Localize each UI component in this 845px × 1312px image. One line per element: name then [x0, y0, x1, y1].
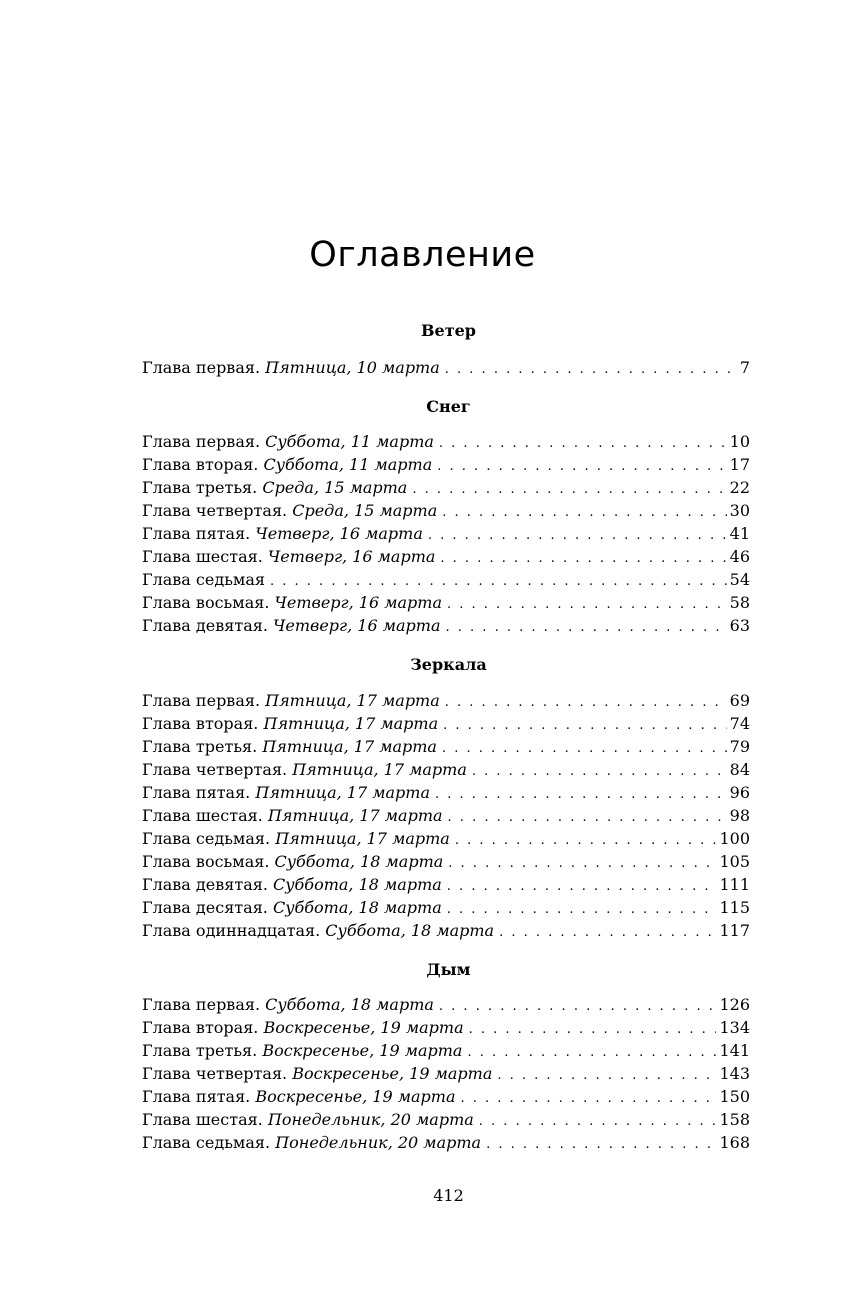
page-ref: 54: [729, 570, 750, 589]
page-ref: 79: [729, 737, 750, 756]
chapter-label: Глава пятая. Четверг, 16 марта: [142, 524, 423, 543]
page-ref: 100: [719, 829, 750, 848]
toc-entry[interactable]: [142, 804, 750, 827]
toc-entry[interactable]: [142, 1085, 750, 1108]
chapter-date: Пятница, 17 марта: [263, 714, 439, 733]
dot-leader: [435, 783, 727, 806]
chapter-date: Пятница, 17 марта: [255, 783, 430, 802]
page-ref: 105: [719, 852, 750, 871]
page-ref: 41: [729, 524, 750, 543]
page-ref: 7: [739, 358, 750, 377]
dot-leader: [445, 691, 727, 714]
page-ref: 10: [729, 432, 750, 451]
section-heading-sneg: Снег: [426, 397, 471, 416]
chapter-date: Пятница, 17 марта: [292, 760, 467, 779]
toc-entry[interactable]: [142, 735, 750, 758]
chapter-label: Глава первая. Пятница, 10 марта: [142, 358, 440, 377]
toc-entry[interactable]: [142, 591, 750, 614]
toc-list-zerkala: [142, 689, 750, 942]
chapter-date: Суббота, 18 марта: [272, 898, 442, 917]
toc-entry[interactable]: [142, 522, 750, 545]
chapter-label: Глава седьмая: [142, 570, 265, 589]
chapter-label: Глава третья. Пятница, 17 марта: [142, 737, 437, 756]
toc-entry[interactable]: [142, 499, 750, 522]
dot-leader: [447, 898, 717, 921]
toc-entry[interactable]: [142, 430, 750, 453]
dot-leader: [486, 1133, 716, 1156]
dot-leader: [447, 875, 717, 898]
chapter-label: Глава вторая. Суббота, 11 марта: [142, 455, 433, 474]
dot-leader: [428, 524, 727, 547]
page-ref: 46: [729, 547, 750, 566]
chapter-date: Четверг, 16 марта: [273, 616, 441, 635]
chapter-label: Глава первая. Пятница, 17 марта: [142, 691, 440, 710]
section-heading-zerkala: Зеркала: [410, 655, 487, 674]
toc-entry[interactable]: [142, 781, 750, 804]
toc-entry[interactable]: [142, 614, 750, 637]
toc-entry[interactable]: [142, 993, 750, 1016]
page-ref: 96: [729, 783, 750, 802]
dot-leader: [443, 714, 727, 737]
page-ref: 17: [729, 455, 750, 474]
toc-list-veter: [142, 356, 750, 379]
toc-entry[interactable]: [142, 919, 750, 942]
toc-entry[interactable]: [142, 758, 750, 781]
page-ref: 126: [719, 995, 750, 1014]
toc-entry[interactable]: [142, 850, 750, 873]
chapter-label: Глава первая. Суббота, 11 марта: [142, 432, 434, 451]
chapter-label: Глава пятая. Пятница, 17 марта: [142, 783, 430, 802]
chapter-label: Глава четвертая. Воскресенье, 19 марта: [142, 1064, 493, 1083]
dot-leader: [497, 1064, 716, 1087]
chapter-date: Понедельник, 20 марта: [275, 1133, 482, 1152]
chapter-date: Пятница, 10 марта: [265, 358, 440, 377]
dot-leader: [448, 806, 727, 829]
chapter-label: Глава одиннадцатая. Суббота, 18 марта: [142, 921, 495, 940]
page-ref: 115: [719, 898, 750, 917]
chapter-label: Глава седьмая. Пятница, 17 марта: [142, 829, 450, 848]
page-ref: 141: [719, 1041, 750, 1060]
chapter-label: Глава шестая. Понедельник, 20 марта: [142, 1110, 474, 1129]
chapter-label: Глава пятая. Воскресенье, 19 марта: [142, 1087, 456, 1106]
chapter-label: Глава третья. Воскресенье, 19 марта: [142, 1041, 463, 1060]
dot-leader: [467, 1041, 716, 1064]
page-ref: 30: [729, 501, 750, 520]
page-ref: 84: [729, 760, 750, 779]
chapter-label: Глава седьмая. Понедельник, 20 марта: [142, 1133, 482, 1152]
chapter-date: Четверг, 16 марта: [267, 547, 436, 566]
chapter-date: Среда, 15 марта: [262, 478, 408, 497]
toc-list-sneg: [142, 430, 750, 637]
dot-leader: [447, 593, 727, 616]
dot-leader: [446, 616, 727, 639]
chapter-label: Глава шестая. Пятница, 17 марта: [142, 806, 443, 825]
chapter-date: Среда, 15 марта: [292, 501, 438, 520]
chapter-date: Суббота, 18 марта: [273, 875, 442, 894]
toc-entry[interactable]: [142, 453, 750, 476]
page-ref: 111: [719, 875, 750, 894]
page-ref: 134: [719, 1018, 750, 1037]
chapter-date: Суббота, 18 марта: [325, 921, 495, 940]
chapter-date: Понедельник, 20 марта: [267, 1110, 474, 1129]
page-ref: 150: [719, 1087, 750, 1106]
chapter-date: Пятница, 17 марта: [275, 829, 450, 848]
chapter-label: Глава вторая. Воскресенье, 19 марта: [142, 1018, 464, 1037]
chapter-date: Воскресенье, 19 марта: [292, 1064, 493, 1083]
dot-leader: [270, 570, 727, 593]
page-ref: 98: [729, 806, 750, 825]
chapter-date: Воскресенье, 19 марта: [262, 1041, 463, 1060]
toc-list-dym: [142, 993, 750, 1154]
chapter-label: Глава десятая. Суббота, 18 марта: [142, 898, 442, 917]
page-ref: 74: [729, 714, 750, 733]
chapter-date: Суббота, 11 марта: [263, 455, 433, 474]
dot-leader: [412, 478, 726, 501]
chapter-label: Глава девятая. Суббота, 18 марта: [142, 875, 442, 894]
toc-entry[interactable]: [142, 873, 750, 896]
toc-entry[interactable]: [142, 712, 750, 735]
dot-leader: [455, 829, 717, 852]
page-ref: 117: [719, 921, 750, 940]
toc-entry[interactable]: [142, 1108, 750, 1131]
dot-leader: [499, 921, 716, 944]
page-ref: 158: [719, 1110, 750, 1129]
chapter-label: Глава четвертая. Пятница, 17 марта: [142, 760, 467, 779]
chapter-date: Пятница, 17 марта: [262, 737, 437, 756]
page-ref: 63: [729, 616, 750, 635]
chapter-date: Четверг, 16 марта: [255, 524, 423, 543]
toc-entry[interactable]: [142, 896, 750, 919]
dot-leader: [461, 1087, 717, 1110]
chapter-date: Пятница, 17 марта: [267, 806, 443, 825]
toc-entry[interactable]: [142, 689, 750, 712]
dot-leader: [442, 501, 726, 524]
page-ref: 168: [719, 1133, 750, 1152]
chapter-date: Воскресенье, 19 марта: [263, 1018, 464, 1037]
section-heading-dym: Дым: [426, 960, 471, 979]
dot-leader: [472, 760, 727, 783]
chapter-label: Глава восьмая. Суббота, 18 марта: [142, 852, 444, 871]
chapter-label: Глава восьмая. Четверг, 16 марта: [142, 593, 442, 612]
chapter-date: Суббота, 11 марта: [265, 432, 434, 451]
chapter-label: Глава третья. Среда, 15 марта: [142, 478, 408, 497]
toc-entry[interactable]: [142, 545, 750, 568]
chapter-date: Воскресенье, 19 марта: [255, 1087, 456, 1106]
toc-entry[interactable]: [142, 1131, 750, 1154]
chapter-label: Глава первая. Суббота, 18 марта: [142, 995, 434, 1014]
dot-leader: [469, 1018, 717, 1041]
page-ref: 143: [719, 1064, 750, 1083]
dot-leader: [440, 547, 726, 570]
page-title: Оглавление: [309, 235, 536, 275]
section-heading-veter: Ветер: [421, 321, 476, 340]
chapter-date: Суббота, 18 марта: [274, 852, 444, 871]
page-ref: 58: [729, 593, 750, 612]
dot-leader: [437, 455, 726, 478]
dot-leader: [442, 737, 727, 760]
toc-entry[interactable]: [142, 1062, 750, 1085]
toc-entry[interactable]: [142, 356, 750, 379]
chapter-date: Суббота, 18 марта: [265, 995, 434, 1014]
dot-leader: [448, 852, 716, 875]
chapter-label: Глава шестая. Четверг, 16 марта: [142, 547, 436, 566]
toc-entry[interactable]: [142, 476, 750, 499]
page-number: 412: [433, 1186, 464, 1205]
chapter-date: Четверг, 16 марта: [274, 593, 442, 612]
chapter-label: Глава девятая. Четверг, 16 марта: [142, 616, 441, 635]
chapter-date: Пятница, 17 марта: [265, 691, 440, 710]
toc-entry[interactable]: [142, 1039, 750, 1062]
page-ref: 69: [729, 691, 750, 710]
toc-entry[interactable]: [142, 827, 750, 850]
dot-leader: [445, 358, 737, 381]
dot-leader: [439, 432, 727, 455]
page-ref: 22: [729, 478, 750, 497]
dot-leader: [439, 995, 717, 1018]
toc-entry[interactable]: [142, 1016, 750, 1039]
chapter-label: Глава четвертая. Среда, 15 марта: [142, 501, 438, 520]
chapter-label: Глава вторая. Пятница, 17 марта: [142, 714, 439, 733]
toc-entry[interactable]: [142, 568, 750, 591]
dot-leader: [479, 1110, 717, 1133]
